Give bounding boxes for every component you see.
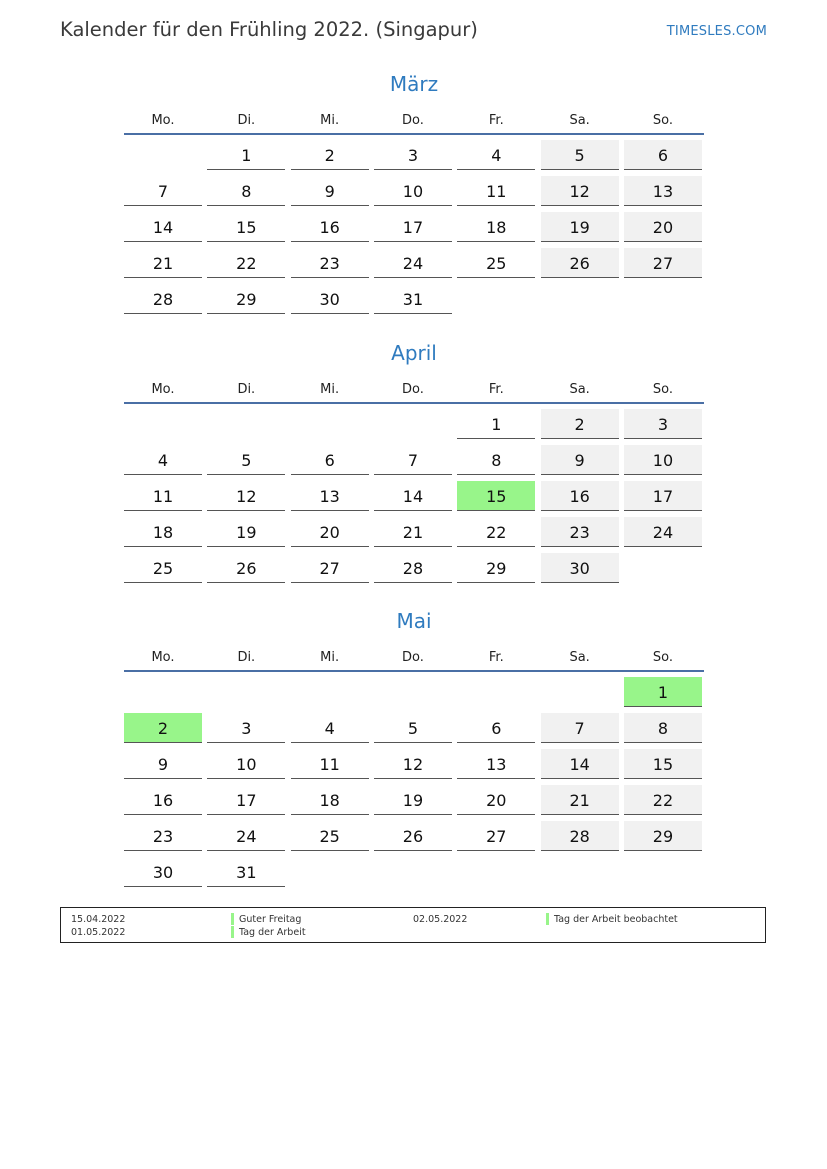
weekday-label: So. bbox=[652, 382, 674, 397]
weekday-label: Fr. bbox=[488, 650, 504, 665]
weekday-label: Mi. bbox=[320, 113, 340, 128]
weekend-day-cell[interactable]: 22 bbox=[624, 785, 702, 815]
day-cell[interactable]: 20 bbox=[291, 517, 369, 547]
day-cell[interactable]: 16 bbox=[124, 785, 202, 815]
day-cell[interactable]: 9 bbox=[124, 749, 202, 779]
day-cell[interactable]: 18 bbox=[124, 517, 202, 547]
empty-day-cell bbox=[541, 677, 619, 707]
day-cell[interactable]: 1 bbox=[457, 409, 535, 439]
day-cell[interactable]: 17 bbox=[374, 212, 452, 242]
week-row bbox=[124, 821, 704, 852]
day-cell[interactable]: 19 bbox=[207, 517, 285, 547]
day-cell[interactable]: 11 bbox=[124, 481, 202, 511]
day-cell[interactable]: 31 bbox=[207, 857, 285, 887]
day-cell[interactable]: 13 bbox=[457, 749, 535, 779]
weekend-day-cell[interactable]: 9 bbox=[541, 445, 619, 475]
empty-day-cell bbox=[624, 553, 702, 583]
week-row bbox=[124, 176, 704, 207]
weekend-day-cell[interactable]: 15 bbox=[624, 749, 702, 779]
day-cell[interactable]: 4 bbox=[457, 140, 535, 170]
weekend-day-cell[interactable]: 7 bbox=[541, 713, 619, 743]
day-cell[interactable]: 30 bbox=[291, 284, 369, 314]
month-title: Mai bbox=[396, 609, 432, 633]
weekend-day-cell[interactable]: 30 bbox=[541, 553, 619, 583]
weekend-day-cell[interactable]: 2 bbox=[541, 409, 619, 439]
day-cell[interactable]: 23 bbox=[124, 821, 202, 851]
day-cell[interactable]: 7 bbox=[374, 445, 452, 475]
day-cell[interactable]: 4 bbox=[291, 713, 369, 743]
weeks-grid bbox=[124, 677, 704, 888]
weekend-day-cell[interactable]: 27 bbox=[624, 248, 702, 278]
weekday-label: Di. bbox=[237, 382, 256, 397]
legend-holiday-name: Tag der Arbeit bbox=[239, 927, 306, 938]
day-cell[interactable]: 26 bbox=[374, 821, 452, 851]
weekend-day-cell[interactable]: 29 bbox=[624, 821, 702, 851]
weeks-grid bbox=[124, 140, 704, 315]
day-cell[interactable]: 28 bbox=[374, 553, 452, 583]
week-row bbox=[124, 857, 704, 888]
legend-holiday-name: Guter Freitag bbox=[239, 914, 302, 925]
weekday-label: Do. bbox=[402, 650, 424, 665]
day-cell[interactable]: 29 bbox=[457, 553, 535, 583]
weekday-header-row bbox=[124, 109, 704, 133]
month-calendar bbox=[124, 69, 704, 315]
day-cell[interactable]: 2 bbox=[291, 140, 369, 170]
header-divider bbox=[124, 133, 704, 135]
week-row bbox=[124, 445, 704, 476]
weekday-label: Do. bbox=[402, 382, 424, 397]
day-cell[interactable]: 26 bbox=[207, 553, 285, 583]
day-cell[interactable]: 25 bbox=[291, 821, 369, 851]
weekday-label: Mo. bbox=[151, 113, 175, 128]
weekend-day-cell[interactable]: 23 bbox=[541, 517, 619, 547]
holiday-marker bbox=[546, 913, 549, 925]
day-cell[interactable]: 19 bbox=[374, 785, 452, 815]
weekend-day-cell[interactable]: 24 bbox=[624, 517, 702, 547]
month-calendar bbox=[124, 338, 704, 584]
day-cell[interactable]: 6 bbox=[457, 713, 535, 743]
day-cell[interactable]: 12 bbox=[207, 481, 285, 511]
empty-day-cell bbox=[457, 284, 535, 314]
weekend-day-cell[interactable]: 26 bbox=[541, 248, 619, 278]
day-cell[interactable]: 25 bbox=[124, 553, 202, 583]
day-cell[interactable]: 20 bbox=[457, 785, 535, 815]
weekend-day-cell[interactable]: 8 bbox=[624, 713, 702, 743]
day-cell[interactable]: 1 bbox=[207, 140, 285, 170]
weekday-label: Di. bbox=[237, 113, 256, 128]
empty-day-cell bbox=[207, 409, 285, 439]
weeks-grid bbox=[124, 409, 704, 584]
empty-day-cell bbox=[624, 857, 702, 887]
day-cell[interactable]: 23 bbox=[291, 248, 369, 278]
day-cell[interactable]: 3 bbox=[374, 140, 452, 170]
weekend-day-cell[interactable]: 19 bbox=[541, 212, 619, 242]
day-cell[interactable]: 21 bbox=[124, 248, 202, 278]
header-divider bbox=[124, 670, 704, 672]
weekend-day-cell[interactable]: 28 bbox=[541, 821, 619, 851]
empty-day-cell bbox=[374, 677, 452, 707]
day-cell[interactable]: 24 bbox=[374, 248, 452, 278]
day-cell[interactable]: 30 bbox=[124, 857, 202, 887]
day-cell[interactable]: 8 bbox=[207, 176, 285, 206]
day-cell[interactable]: 22 bbox=[207, 248, 285, 278]
day-cell[interactable]: 12 bbox=[374, 749, 452, 779]
week-row bbox=[124, 212, 704, 243]
empty-day-cell bbox=[291, 677, 369, 707]
week-row bbox=[124, 749, 704, 780]
empty-day-cell bbox=[124, 409, 202, 439]
empty-day-cell bbox=[457, 677, 535, 707]
weekday-label: Mi. bbox=[320, 382, 340, 397]
day-cell[interactable]: 31 bbox=[374, 284, 452, 314]
day-cell[interactable]: 6 bbox=[291, 445, 369, 475]
weekday-label: Fr. bbox=[488, 382, 504, 397]
month-title: März bbox=[389, 72, 439, 96]
day-cell[interactable]: 15 bbox=[207, 212, 285, 242]
weekday-label: Sa. bbox=[569, 113, 590, 128]
week-row bbox=[124, 140, 704, 171]
empty-day-cell bbox=[291, 409, 369, 439]
weekend-day-cell[interactable]: 6 bbox=[624, 140, 702, 170]
week-row bbox=[124, 248, 704, 279]
day-cell[interactable]: 29 bbox=[207, 284, 285, 314]
weekend-day-cell[interactable]: 13 bbox=[624, 176, 702, 206]
weekday-label: Mo. bbox=[151, 650, 175, 665]
week-row bbox=[124, 677, 704, 708]
day-cell[interactable]: 27 bbox=[291, 553, 369, 583]
weekend-day-cell[interactable]: 21 bbox=[541, 785, 619, 815]
legend-date: 02.05.2022 bbox=[413, 914, 468, 925]
day-cell[interactable]: 28 bbox=[124, 284, 202, 314]
empty-day-cell bbox=[291, 857, 369, 887]
holiday-marker bbox=[231, 913, 234, 925]
weekend-day-cell[interactable]: 17 bbox=[624, 481, 702, 511]
empty-day-cell bbox=[124, 677, 202, 707]
weekend-day-cell[interactable]: 20 bbox=[624, 212, 702, 242]
day-cell[interactable]: 11 bbox=[291, 749, 369, 779]
day-cell[interactable]: 13 bbox=[291, 481, 369, 511]
weekday-label: Di. bbox=[237, 650, 256, 665]
day-cell[interactable]: 22 bbox=[457, 517, 535, 547]
holiday-day-cell[interactable]: 1 bbox=[624, 677, 702, 707]
day-cell[interactable]: 21 bbox=[374, 517, 452, 547]
day-cell[interactable]: 10 bbox=[374, 176, 452, 206]
weekday-label: Fr. bbox=[488, 113, 504, 128]
day-cell[interactable]: 18 bbox=[457, 212, 535, 242]
day-cell[interactable]: 7 bbox=[124, 176, 202, 206]
weekend-day-cell[interactable]: 10 bbox=[624, 445, 702, 475]
week-row bbox=[124, 713, 704, 744]
holiday-day-cell[interactable]: 2 bbox=[124, 713, 202, 743]
day-cell[interactable]: 27 bbox=[457, 821, 535, 851]
brand-logo-text[interactable]: TIMESLES.COM bbox=[666, 24, 767, 39]
day-cell[interactable]: 16 bbox=[291, 212, 369, 242]
week-row bbox=[124, 284, 704, 315]
weekend-day-cell[interactable]: 16 bbox=[541, 481, 619, 511]
day-cell[interactable]: 3 bbox=[207, 713, 285, 743]
empty-day-cell bbox=[624, 284, 702, 314]
week-row bbox=[124, 481, 704, 512]
empty-day-cell bbox=[124, 140, 202, 170]
legend-date: 15.04.2022 bbox=[71, 914, 126, 925]
week-row bbox=[124, 785, 704, 816]
day-cell[interactable]: 14 bbox=[124, 212, 202, 242]
empty-day-cell bbox=[541, 284, 619, 314]
page-title: Kalender für den Frühling 2022. (Singapur) bbox=[60, 18, 478, 41]
weekday-header-row bbox=[124, 378, 704, 402]
week-row bbox=[124, 553, 704, 584]
weekday-label: Mi. bbox=[320, 650, 340, 665]
empty-day-cell bbox=[374, 857, 452, 887]
weekday-header-row bbox=[124, 646, 704, 670]
header-divider bbox=[124, 402, 704, 404]
holiday-legend bbox=[60, 907, 766, 943]
holiday-day-cell[interactable]: 15 bbox=[457, 481, 535, 511]
day-cell[interactable]: 4 bbox=[124, 445, 202, 475]
day-cell[interactable]: 18 bbox=[291, 785, 369, 815]
weekday-label: Mo. bbox=[151, 382, 175, 397]
day-cell[interactable]: 5 bbox=[374, 713, 452, 743]
day-cell[interactable]: 14 bbox=[374, 481, 452, 511]
month-title: April bbox=[391, 341, 437, 365]
weekday-label: Sa. bbox=[569, 382, 590, 397]
weekend-day-cell[interactable]: 12 bbox=[541, 176, 619, 206]
weekday-label: Sa. bbox=[569, 650, 590, 665]
day-cell[interactable]: 10 bbox=[207, 749, 285, 779]
weekday-label: Do. bbox=[402, 113, 424, 128]
empty-day-cell bbox=[207, 677, 285, 707]
day-cell[interactable]: 25 bbox=[457, 248, 535, 278]
empty-day-cell bbox=[457, 857, 535, 887]
weekend-day-cell[interactable]: 3 bbox=[624, 409, 702, 439]
day-cell[interactable]: 24 bbox=[207, 821, 285, 851]
empty-day-cell bbox=[541, 857, 619, 887]
day-cell[interactable]: 9 bbox=[291, 176, 369, 206]
weekend-day-cell[interactable]: 5 bbox=[541, 140, 619, 170]
weekday-label: So. bbox=[652, 113, 674, 128]
weekday-label: So. bbox=[652, 650, 674, 665]
holiday-marker bbox=[231, 926, 234, 938]
month-calendar bbox=[124, 606, 704, 888]
empty-day-cell bbox=[374, 409, 452, 439]
day-cell[interactable]: 11 bbox=[457, 176, 535, 206]
day-cell[interactable]: 5 bbox=[207, 445, 285, 475]
weekend-day-cell[interactable]: 14 bbox=[541, 749, 619, 779]
legend-holiday-name: Tag der Arbeit beobachtet bbox=[554, 914, 678, 925]
day-cell[interactable]: 17 bbox=[207, 785, 285, 815]
week-row bbox=[124, 409, 704, 440]
legend-date: 01.05.2022 bbox=[71, 927, 126, 938]
day-cell[interactable]: 8 bbox=[457, 445, 535, 475]
week-row bbox=[124, 517, 704, 548]
